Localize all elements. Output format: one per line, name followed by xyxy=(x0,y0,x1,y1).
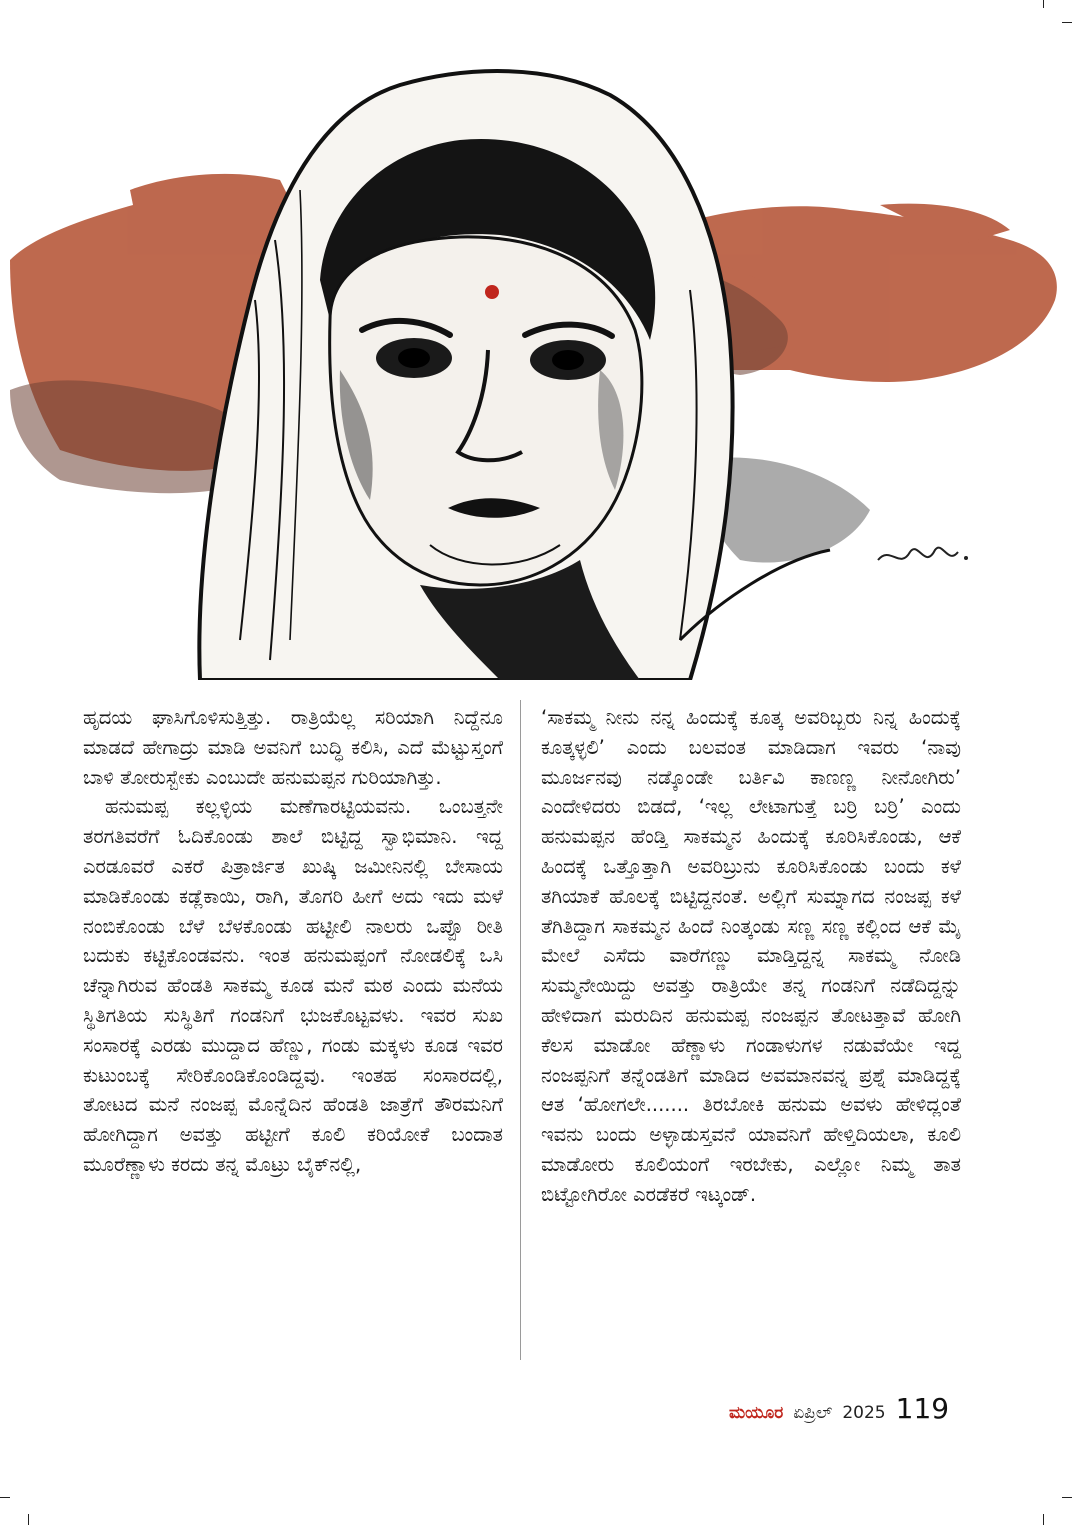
article-right-column xyxy=(541,703,961,1210)
article-left-column xyxy=(83,703,503,1180)
magazine-name: ಮಯೂರ xyxy=(729,1403,784,1423)
page-footer xyxy=(729,1392,949,1432)
crop-mark xyxy=(1043,1514,1044,1525)
face xyxy=(330,237,642,585)
bindi xyxy=(485,285,499,299)
crop-mark xyxy=(1062,22,1072,23)
crop-mark xyxy=(1062,1497,1072,1498)
column-divider xyxy=(520,700,521,1360)
artist-signature xyxy=(878,548,968,560)
issue-year: 2025 xyxy=(842,1403,886,1423)
portrait-illustration xyxy=(0,40,1072,680)
page-number: 119 xyxy=(895,1392,950,1425)
crop-mark xyxy=(0,1497,10,1498)
paragraph: ಹನುಮಪ್ಪ ಕಲ್ಲಳ್ಳಿಯ ಮಣೆಗಾರಟ್ಟಿಯವನು. ಒಂಬತ್ತನೇ ತರಗತಿವರೆಗೆ ಓದಿಕೊಂಡು ಶಾಲೆ ಬಿಟ್ಟಿದ್ದ ಸ್ವಾಭಿಮಾನಿ. ಇದ್ದ ಎರಡೂವರೆ ಎಕರೆ ಪಿತ್ರಾರ್ಜಿತ ಖುಷ್ಕಿ ಜಮೀನಿನಲ್ಲಿ ಬೇಸಾಯ ಮಾಡಿಕೊಂಡು ಕಡ್ಲೆಕಾಯಿ, ರಾಗಿ, ತೊಗರಿ ಹೀಗೆ ಅದು ಇದು ಮಳೆ ನಂಬಿಕೊಂಡು ಬೆಳೆ ಬೆಳಕೊಂಡು ಹಟ್ಟೀಲಿ ನಾಲರು ಒಪ್ಪೊ ರೀತಿ ಬದುಕು ಕಟ್ಟಿಕೊಂಡವನು. ಇಂತ ಹನುಮಪ್ಪಂಗೆ ನೋಡಲಿಕ್ಕೆ ಒಸಿ ಚೆನ್ನಾಗಿರುವ ಹೆಂಡತಿ ಸಾಕಮ್ಮ ಕೂಡ ಮನೆ ಮಠ ಎಂದು ಮನೆಯ ಸ್ಥಿತಿಗತಿಯ ಸುಸ್ಥಿತಿಗೆ ಗಂಡನಿಗೆ ಭುಜಕೊಟ್ಟವಳು. ಇವರ ಸುಖ ಸಂಸಾರಕ್ಕೆ ಎರಡು ಮುದ್ದಾದ ಹೆಣ್ಣು, ಗಂಡು ಮಕ್ಕಳು ಕೂಡ ಇವರ ಕುಟುಂಬಕ್ಕೆ ಸೇರಿಕೊಂಡಿಕೊಂಡಿದ್ದವು. ಇಂತಹ ಸಂಸಾರದಲ್ಲಿ, ತೋಟದ ಮನೆ ನಂಜಪ್ಪ ಮೊನ್ನೆದಿನ ಹೆಂಡತಿ ಜಾತ್ರೆಗೆ ತೌರಮನಿಗೆ ಹೋಗಿದ್ದಾಗ ಅವತ್ತು ಹಟ್ಟೀಗೆ ಕೂಲಿ ಕರಿಯೋಕೆ ಬಂದಾತ ಮೂರೆಣ್ಣಾಳು ಕರದು ತನ್ನ ಮೊಟ್ರು ಬೈಕ್‌ನಲ್ಲಿ, xyxy=(83,795,503,1176)
crop-mark xyxy=(1043,0,1044,8)
paragraph: ‘ಸಾಕಮ್ಮ ನೀನು ನನ್ನ ಹಿಂದುಕ್ಕೆ ಕೂತ್ಕ ಅವರಿಬ್ಬರು ನಿನ್ನ ಹಿಂದುಕ್ಕೆ ಕೂತ್ಕಳ್ಳಲಿ’ ಎಂದು ಬಲವಂತ ಮಾಡಿದಾಗ ಇವರು ‘ನಾವು ಮೂರ್ಜನವು ನಡ್ಕೊಂಡೇ ಬರ್ತಿವಿ ಕಾಣಣ್ಣ ನೀನೋಗಿರು’ ಎಂದೇಳಿದರು ಬಿಡದೆ, ‘ಇಲ್ಲ ಲೇಟಾಗುತ್ತೆ ಬರ್ರಿ ಬರ್ರಿ’ ಎಂದು ಹನುಮಪ್ಪನ ಹೆಂಡ್ತಿ ಸಾಕಮ್ಮನ ಹಿಂದುಕ್ಕೆ ಕೂರಿಸಿಕೊಂಡು, ಆಕೆ ಹಿಂದಕ್ಕೆ ಒತ್ತೊತ್ತಾಗಿ ಅವರಿಬ್ರುನು ಕೂರಿಸಿಕೊಂಡು ಬಂದು ಕಳೆ ತಗಿಯಾಕೆ ಹೊಲಕ್ಕೆ ಬಿಟ್ಟಿದ್ದನಂತೆ. ಅಲ್ಲಿಗೆ ಸುಮ್ನಾಗದ ನಂಜಪ್ಪ ಕಳೆ ತೆಗಿತಿದ್ದಾಗ ಸಾಕಮ್ಮನ ಹಿಂದೆ ನಿಂತ್ಕಂಡು ಸಣ್ಣ ಸಣ್ಣ ಕಲ್ಲಿಂದ ಆಕೆ ಮೈ ಮೇಲೆ ಎಸೆದು ವಾರೆಗಣ್ಣು ಮಾಡ್ತಿದ್ದನ್ನ ಸಾಕಮ್ಮ ನೋಡಿ ಸುಮ್ಮನೇಯಿದ್ದು ಅವತ್ತು ರಾತ್ರಿಯೇ ತನ್ನ ಗಂಡನಿಗೆ ನಡೆದಿದ್ದನ್ನು ಹೇಳಿದಾಗ ಮರುದಿನ ಹನುಮಪ್ಪ ನಂಜಪ್ಪನ ತೋಟತ್ತಾವೆ ಹೋಗಿ ಕೆಲಸ ಮಾಡೋ ಹೆಣ್ಣಾಳು ಗಂಡಾಳುಗಳ ನಡುವೆಯೇ ಇದ್ದ ನಂಜಪ್ಪನಿಗೆ ತನ್ನೆಂಡತಿಗೆ ಮಾಡಿದ ಅವಮಾನವನ್ನ ಪ್ರಶ್ನೆ ಮಾಡಿದ್ದಕ್ಕೆ ಆತ ‘ಹೋಗಲೇ....... ತಿರಬೋಕಿ ಹನುಮ ಅವಳು ಹೇಳಿದ್ಲಂತೆ ಇವನು ಬಂದು ಅಳ್ಳಾಡುಸ್ತವನೆ ಯಾವನಿಗೆ ಹೇಳ್ತಿದಿಯಲಾ, ಕೂಲಿ ಮಾಡೋರು ಕೂಲಿಯಂಗೆ ಇರಬೇಕು, ಎಲ್ಲೋ ನಿಮ್ಮ ತಾತ ಬಿಟ್ಟೋಗಿರೋ ಎರಡೆಕರೆ ಇಟ್ಕಂಡ್. xyxy=(541,706,961,1206)
paragraph: ಹೃದಯ ಘಾಸಿಗೊಳಿಸುತ್ತಿತ್ತು. ರಾತ್ರಿಯೆಲ್ಲ ಸರಿಯಾಗಿ ನಿದ್ದೆನೂ ಮಾಡದೆ ಹೇಗಾದ್ರು ಮಾಡಿ ಅವನಿಗೆ ಬುದ್ಧಿ ಕಲಿಸಿ, ಎದೆ ಮೆಟ್ಟುಸ್ತಂಗೆ ಬಾಳಿ ತೋರುಸ್ಬೇಕು ಎಂಬುದೇ ಹನುಮಪ್ಪನ ಗುರಿಯಾಗಿತ್ತು. xyxy=(83,706,503,789)
issue-month: ಏಪ್ರಿಲ್ xyxy=(793,1403,833,1423)
crop-mark xyxy=(28,1514,29,1525)
